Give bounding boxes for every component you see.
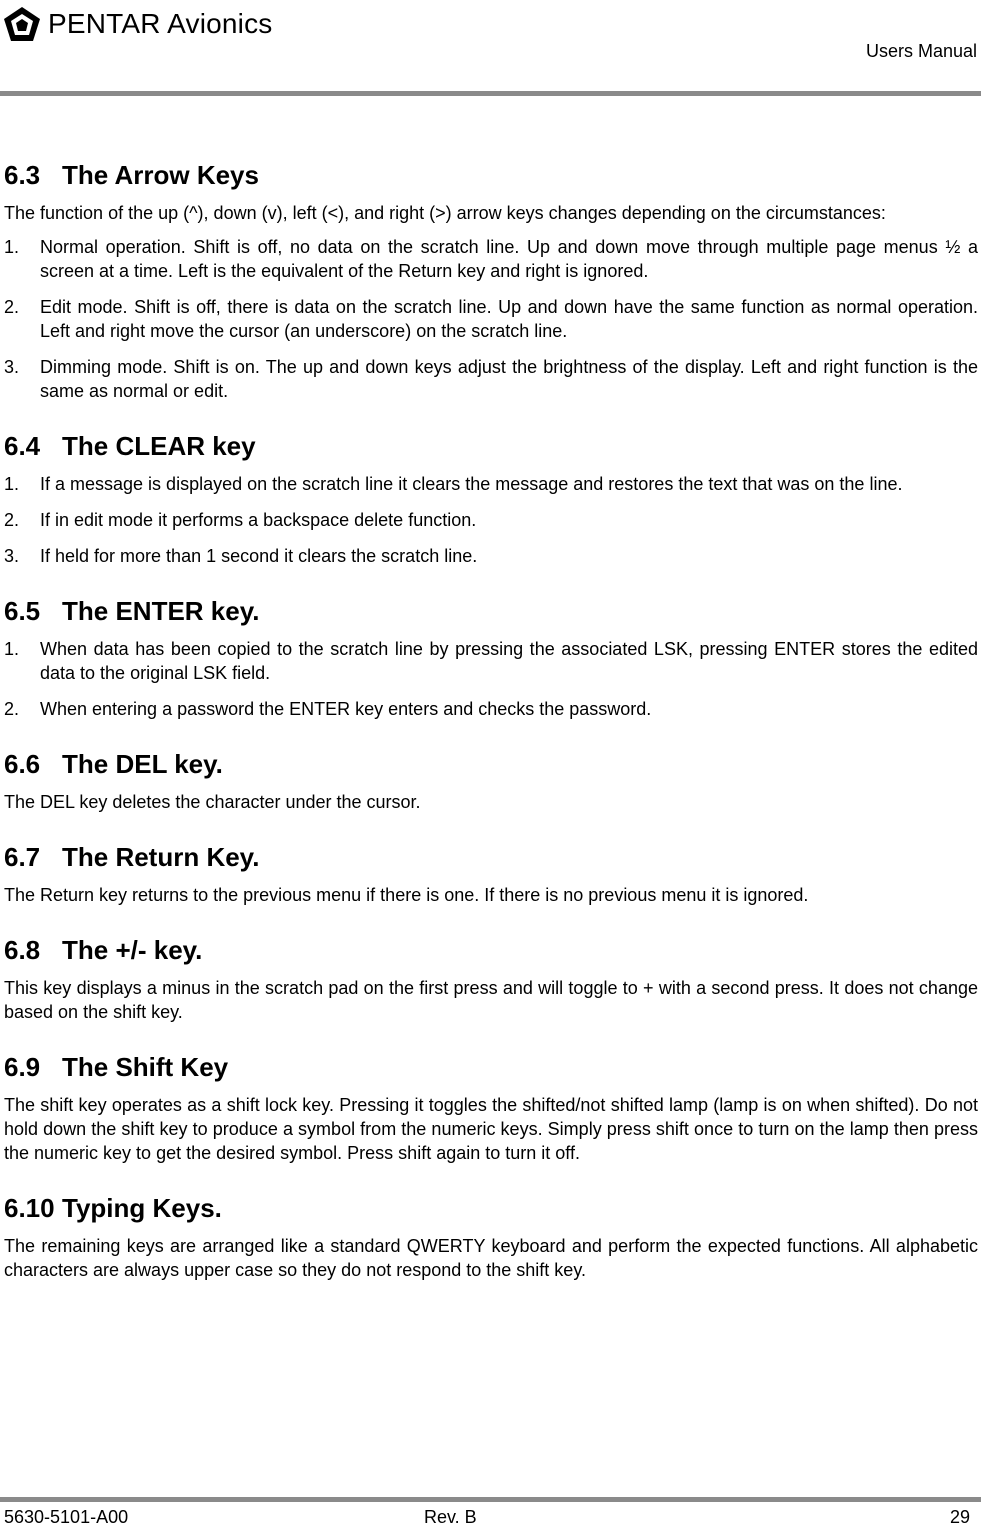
item-text: Dimming mode. Shift is on. The up and down keys adjust the brightness of the display. Left and right function is the same as normal or edit.: [40, 357, 978, 401]
section-6-8: [4, 933, 978, 1024]
section-number: 6.10: [4, 1193, 55, 1223]
item-text: Edit mode. Shift is off, there is data on the scratch line. Up and down have the same function as normal operation. Left and right move the cursor (an underscore) on the scratch line.: [40, 297, 978, 341]
revision-label: Rev. B: [424, 1507, 477, 1527]
section-6-4: [4, 429, 978, 568]
list-item: [4, 508, 978, 532]
section-number: 6.4: [4, 431, 41, 461]
numbered-list: [4, 472, 978, 568]
section-number: 6.9: [4, 1052, 41, 1082]
item-text: If a message is displayed on the scratch line it clears the message and restores the text that was on the line.: [40, 474, 903, 494]
page-number: 29: [949, 1507, 970, 1527]
section-6-3: [4, 158, 978, 403]
section-title: The CLEAR key: [62, 431, 256, 461]
list-item: [4, 355, 978, 403]
numbered-list: [4, 235, 978, 403]
page-content: [4, 158, 978, 1282]
section-number: 6.5: [4, 596, 41, 626]
section-heading: [4, 933, 978, 967]
section-heading: [4, 840, 978, 874]
section-6-5: [4, 594, 978, 721]
section-body: This key displays a minus in the scratch pad on the first press and will toggle to + with a second press. It does not change based on the shift key.: [4, 978, 978, 1022]
section-title: The DEL key.: [62, 749, 223, 779]
item-number: 2.: [4, 510, 20, 530]
section-title: The Return Key.: [62, 842, 260, 872]
section-body: The shift key operates as a shift lock key. Pressing it toggles the shifted/not shifted lamp (lamp is on when shifted). Do not hold down the shift key to produce a symbol from the numeric keys. Simply press shift once to turn on the lamp then press the numeric key to get the desired symbol. Press shift again to turn it off.: [4, 1095, 978, 1163]
item-text: If in edit mode it performs a backspace delete function.: [40, 510, 477, 530]
section-number: 6.6: [4, 749, 41, 779]
list-item: [4, 637, 978, 685]
section-title: Typing Keys.: [62, 1193, 222, 1223]
list-item: [4, 295, 978, 343]
item-number: 1.: [4, 237, 20, 257]
item-number: 3.: [4, 357, 20, 377]
item-number: 3.: [4, 546, 20, 566]
section-heading: [4, 747, 978, 781]
item-text: When entering a password the ENTER key enters and checks the password.: [40, 699, 652, 719]
section-title: The Shift Key: [62, 1052, 229, 1082]
header-divider: [0, 91, 981, 96]
item-text: If held for more than 1 second it clears the scratch line.: [40, 546, 478, 566]
page-header: [0, 0, 981, 100]
item-number: 1.: [4, 639, 20, 659]
pentagon-logo-icon: [2, 5, 42, 43]
section-number: 6.8: [4, 935, 41, 965]
section-title: The +/- key.: [62, 935, 203, 965]
section-6-10: [4, 1191, 978, 1282]
document-number: 5630-5101-A00: [4, 1507, 129, 1527]
section-body: The DEL key deletes the character under the cursor.: [4, 792, 421, 812]
section-title: The ENTER key.: [62, 596, 260, 626]
section-heading: [4, 429, 978, 463]
item-number: 1.: [4, 474, 20, 494]
section-heading: [4, 158, 978, 192]
section-heading: [4, 1191, 978, 1225]
numbered-list: [4, 637, 978, 721]
item-text: When data has been copied to the scratch line by pressing the associated LSK, pressing ENTER stores the edited data to the original LSK field.: [40, 639, 978, 683]
section-heading: [4, 1050, 978, 1084]
list-item: [4, 472, 978, 496]
item-text: Normal operation. Shift is off, no data on the scratch line. Up and down move through multiple page menus ½ a screen at a time. Left is the equivalent of the Return key and right is ignored.: [40, 237, 978, 281]
section-number: 6.3: [4, 160, 41, 190]
list-item: [4, 697, 978, 721]
section-number: 6.7: [4, 842, 41, 872]
section-6-6: [4, 747, 978, 814]
section-heading: [4, 594, 978, 628]
section-intro: The function of the up (^), down (v), left (<), and right (>) arrow keys changes depending on the circumstances:: [4, 203, 886, 223]
item-number: 2.: [4, 699, 20, 719]
brand-name: PENTAR Avionics: [48, 8, 273, 39]
section-body: The remaining keys are arranged like a standard QWERTY keyboard and perform the expected functions. All alphabetic characters are always upper case so they do not respond to the shift key.: [4, 1236, 978, 1280]
section-6-9: [4, 1050, 978, 1165]
section-title: The Arrow Keys: [62, 160, 259, 190]
document-type: Users Manual: [865, 41, 977, 61]
list-item: [4, 235, 978, 283]
section-6-7: [4, 840, 978, 907]
footer-divider: [0, 1497, 981, 1502]
list-item: [4, 544, 978, 568]
item-number: 2.: [4, 297, 20, 317]
section-body: The Return key returns to the previous menu if there is one. If there is no previous menu it is ignored.: [4, 885, 809, 905]
company-logo: [2, 4, 272, 44]
